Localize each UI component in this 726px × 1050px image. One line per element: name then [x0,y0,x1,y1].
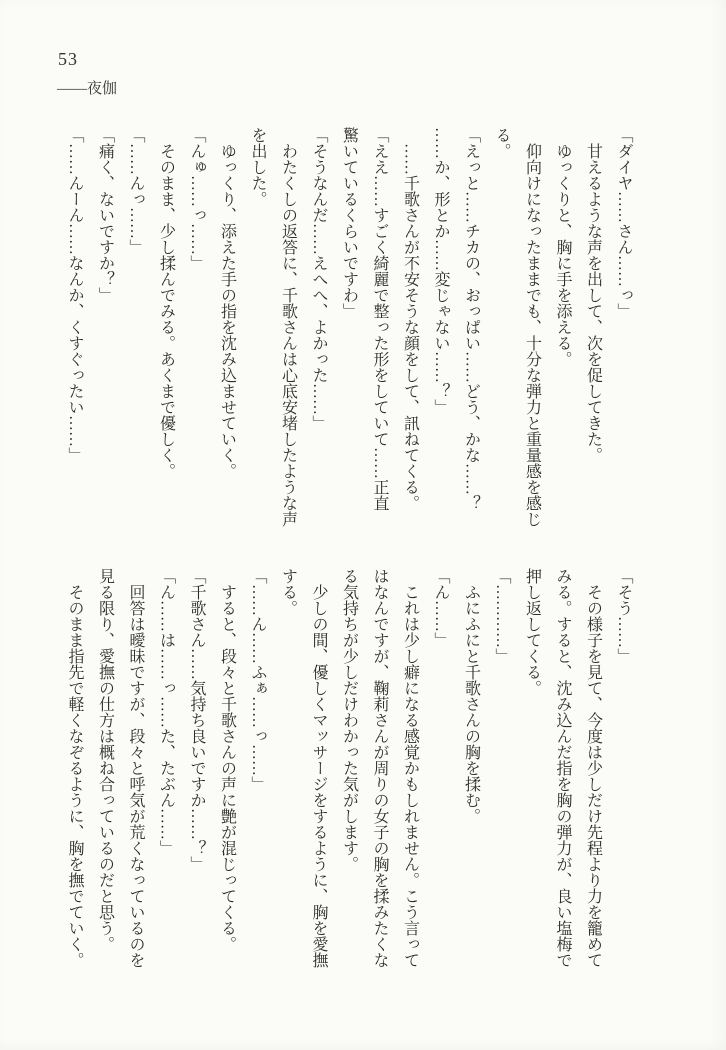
text-line: 「千歌さん……気持ち良いですか……？」 [188,568,205,872]
text-line: 「ん……は……っ……た、たぶん……」 [157,568,175,856]
text-line: はなんですが、鞠莉さんが周りの女子の胸を揉みたくな [371,568,388,968]
text-line: みる。すると、沈み込んだ指を胸の弾力が、良い塩梅で [554,568,571,968]
running-head: ――夜伽 [57,81,118,97]
text-line: 「…………」 [493,568,510,664]
text-line: わたくしの返答に、千歌さんは心底安堵したような声 [279,127,297,527]
text-line: する。 [279,568,297,616]
text-line: 「……んっ……」 [127,127,144,255]
text-line: 少しの間、優しくマッサージをするように、胸を愛撫 [310,568,327,968]
text-line: 「そう……」 [615,568,632,664]
text-line: ……か、形とか……変じゃない……？」 [432,127,449,415]
text-line: 「痛く、ないですか？」 [96,127,114,303]
text-block-lower [59,568,639,974]
text-line: 甘えるような声を出して、次を促してきた。 [584,127,602,463]
text-line: 「そうなんだ……えへへ、よかった……」 [310,127,327,431]
text-line: 「ダイヤ……さん……っ」 [615,127,632,319]
text-line: 「ん……」 [432,568,449,648]
text-line: ゆっくりと、胸に手を添える。 [554,127,571,367]
text-line: そのまま、少し揉んでみる。あくまで優しく。 [157,127,175,479]
text-line: そのまま指先で軽くなぞるように、胸を撫でていく。 [66,568,83,968]
text-line: ゆっくり、添えた手の指を沈み込ませていく。 [218,127,236,479]
text-line: すると、段々と千歌さんの声に艶が混じってくる。 [218,568,236,952]
text-block-upper [59,127,639,533]
text-line: 仰向けになったままでも、十分な弾力と重量感を感じ [523,127,541,527]
text-line: 驚いているくらいですわ」 [340,127,358,319]
text-line: 「えっと……チカの、おっぱい……どう、かな……？ [462,127,480,511]
text-line: その様子を見て、今度は少しだけ先程より力を籠めて [584,568,602,968]
text-line: 「ええ……すごく綺麗で整った形をしていて……正直 [371,127,388,511]
text-line: 「んゅ……っ……」 [188,127,205,271]
text-line: る気持ちが少しだけわかった気がします。 [340,568,358,872]
text-line: 見る限り、愛撫の仕方は概ね合っているのだと思う。 [96,568,114,952]
text-line: る。 [493,127,510,159]
page-number: 53 [58,49,78,69]
text-line: 押し返してくる。 [523,568,541,696]
text-line: 「……んーん……なんか、くすぐったい……」 [66,127,83,463]
text-line: ふにふにと千歌さんの胸を揉む。 [462,568,480,824]
text-line: これは少し癖になる感覚かもしれません。こう言って [401,568,419,968]
text-line: 「……ん……ふぁ……っ……」 [249,568,266,792]
text-line: 回答は曖昧ですが、段々と呼気が荒くなっているのを [127,568,144,968]
text-line: を出した。 [249,127,266,207]
text-line: ……千歌さんが不安そうな顔をして、訊ねてくる。 [401,127,419,511]
